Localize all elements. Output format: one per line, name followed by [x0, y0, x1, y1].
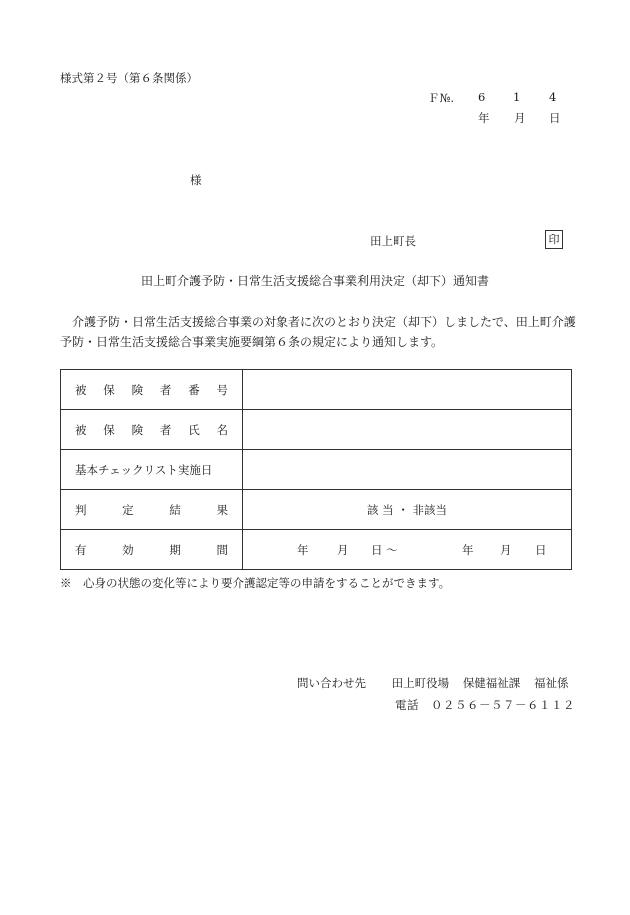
label-char: 結 — [169, 502, 181, 517]
date-year: 年 — [478, 111, 490, 125]
label-char: 名 — [216, 422, 228, 437]
result-value — [243, 490, 572, 530]
label-char: 者 — [159, 422, 172, 437]
checklist-date-value — [243, 450, 572, 490]
label-char: 番 — [188, 382, 200, 397]
insured-name-value — [243, 410, 572, 450]
label-char: 保 — [103, 382, 115, 397]
file-number-part: 6 — [478, 90, 486, 104]
label-char: 号 — [216, 382, 228, 397]
validity-end-year: 年 — [462, 542, 474, 557]
contact-phone: 電話 ０２５６－５７－６１１２ — [395, 698, 575, 712]
validity-label — [61, 530, 243, 570]
table-row — [61, 370, 572, 410]
insured-number-value — [243, 370, 572, 410]
date-month: 月 — [514, 111, 526, 125]
footnote: ※ 心身の状態の変化等により要介護認定等の申請をすることができます。 — [60, 576, 451, 590]
validity-start-year: 年 — [297, 542, 309, 557]
issuer-title: 田上町長 — [370, 234, 416, 248]
validity-start-month: 月 — [337, 542, 349, 557]
contact-office: 田上町役場 — [391, 676, 450, 690]
validity-start-day: 日 〜 — [371, 542, 398, 557]
label-char: 険 — [131, 382, 144, 397]
contact-section: 福祉係 — [533, 676, 569, 690]
label-char: 者 — [159, 382, 172, 397]
label-char: 定 — [122, 502, 134, 517]
validity-value — [243, 530, 572, 570]
label-char: 有 — [75, 542, 87, 557]
addressee-honorific: 様 — [190, 173, 202, 187]
validity-end-day: 日 — [535, 542, 547, 557]
insured-name-label — [61, 410, 243, 450]
body-paragraph: 介護予防・日常生活支援総合事業の対象者に次のとおり決定（却下）しましたで、田上町介護予防・日常生活支援総合事業実施要綱第６条の規定により通知します。 — [60, 315, 576, 349]
contact-department: 保健福祉課 — [462, 676, 521, 690]
label-char: 険 — [131, 422, 144, 437]
label-char: 果 — [216, 502, 228, 517]
result-label — [61, 490, 243, 530]
date-day: 日 — [549, 111, 561, 125]
file-number-part: 1 — [513, 90, 521, 104]
contact-label: 問い合わせ先 — [297, 676, 366, 690]
file-number — [428, 90, 568, 106]
validity-end-month: 月 — [500, 542, 512, 557]
label-char: 判 — [75, 502, 87, 517]
contact-info — [297, 675, 590, 691]
label-char: 効 — [122, 542, 134, 557]
info-table — [60, 369, 572, 570]
label-char: 間 — [216, 542, 228, 557]
file-number-part: 4 — [549, 90, 557, 104]
label-char: 被 — [75, 422, 87, 437]
insured-number-label — [61, 370, 243, 410]
table-row — [61, 410, 572, 450]
checklist-date-label-text: 基本チェックリスト実施日 — [75, 462, 213, 477]
document-title: 田上町介護予防・日常生活支援総合事業利用決定（却下）通知書 — [140, 274, 489, 288]
table-row — [61, 530, 572, 570]
result-options: 該 当 ・ 非該当 — [367, 502, 447, 517]
label-char: 保 — [103, 422, 115, 437]
label-char: 氏 — [188, 422, 200, 437]
issue-date — [470, 110, 570, 126]
table-row — [61, 450, 572, 490]
seal-mark: 印 — [545, 230, 563, 249]
checklist-date-label — [61, 450, 243, 490]
file-number-prefix: Ｆ№. — [428, 91, 455, 105]
label-char: 期 — [169, 542, 181, 557]
table-row — [61, 490, 572, 530]
form-number: 様式第２号（第６条関係） — [60, 71, 198, 85]
label-char: 被 — [75, 382, 87, 397]
